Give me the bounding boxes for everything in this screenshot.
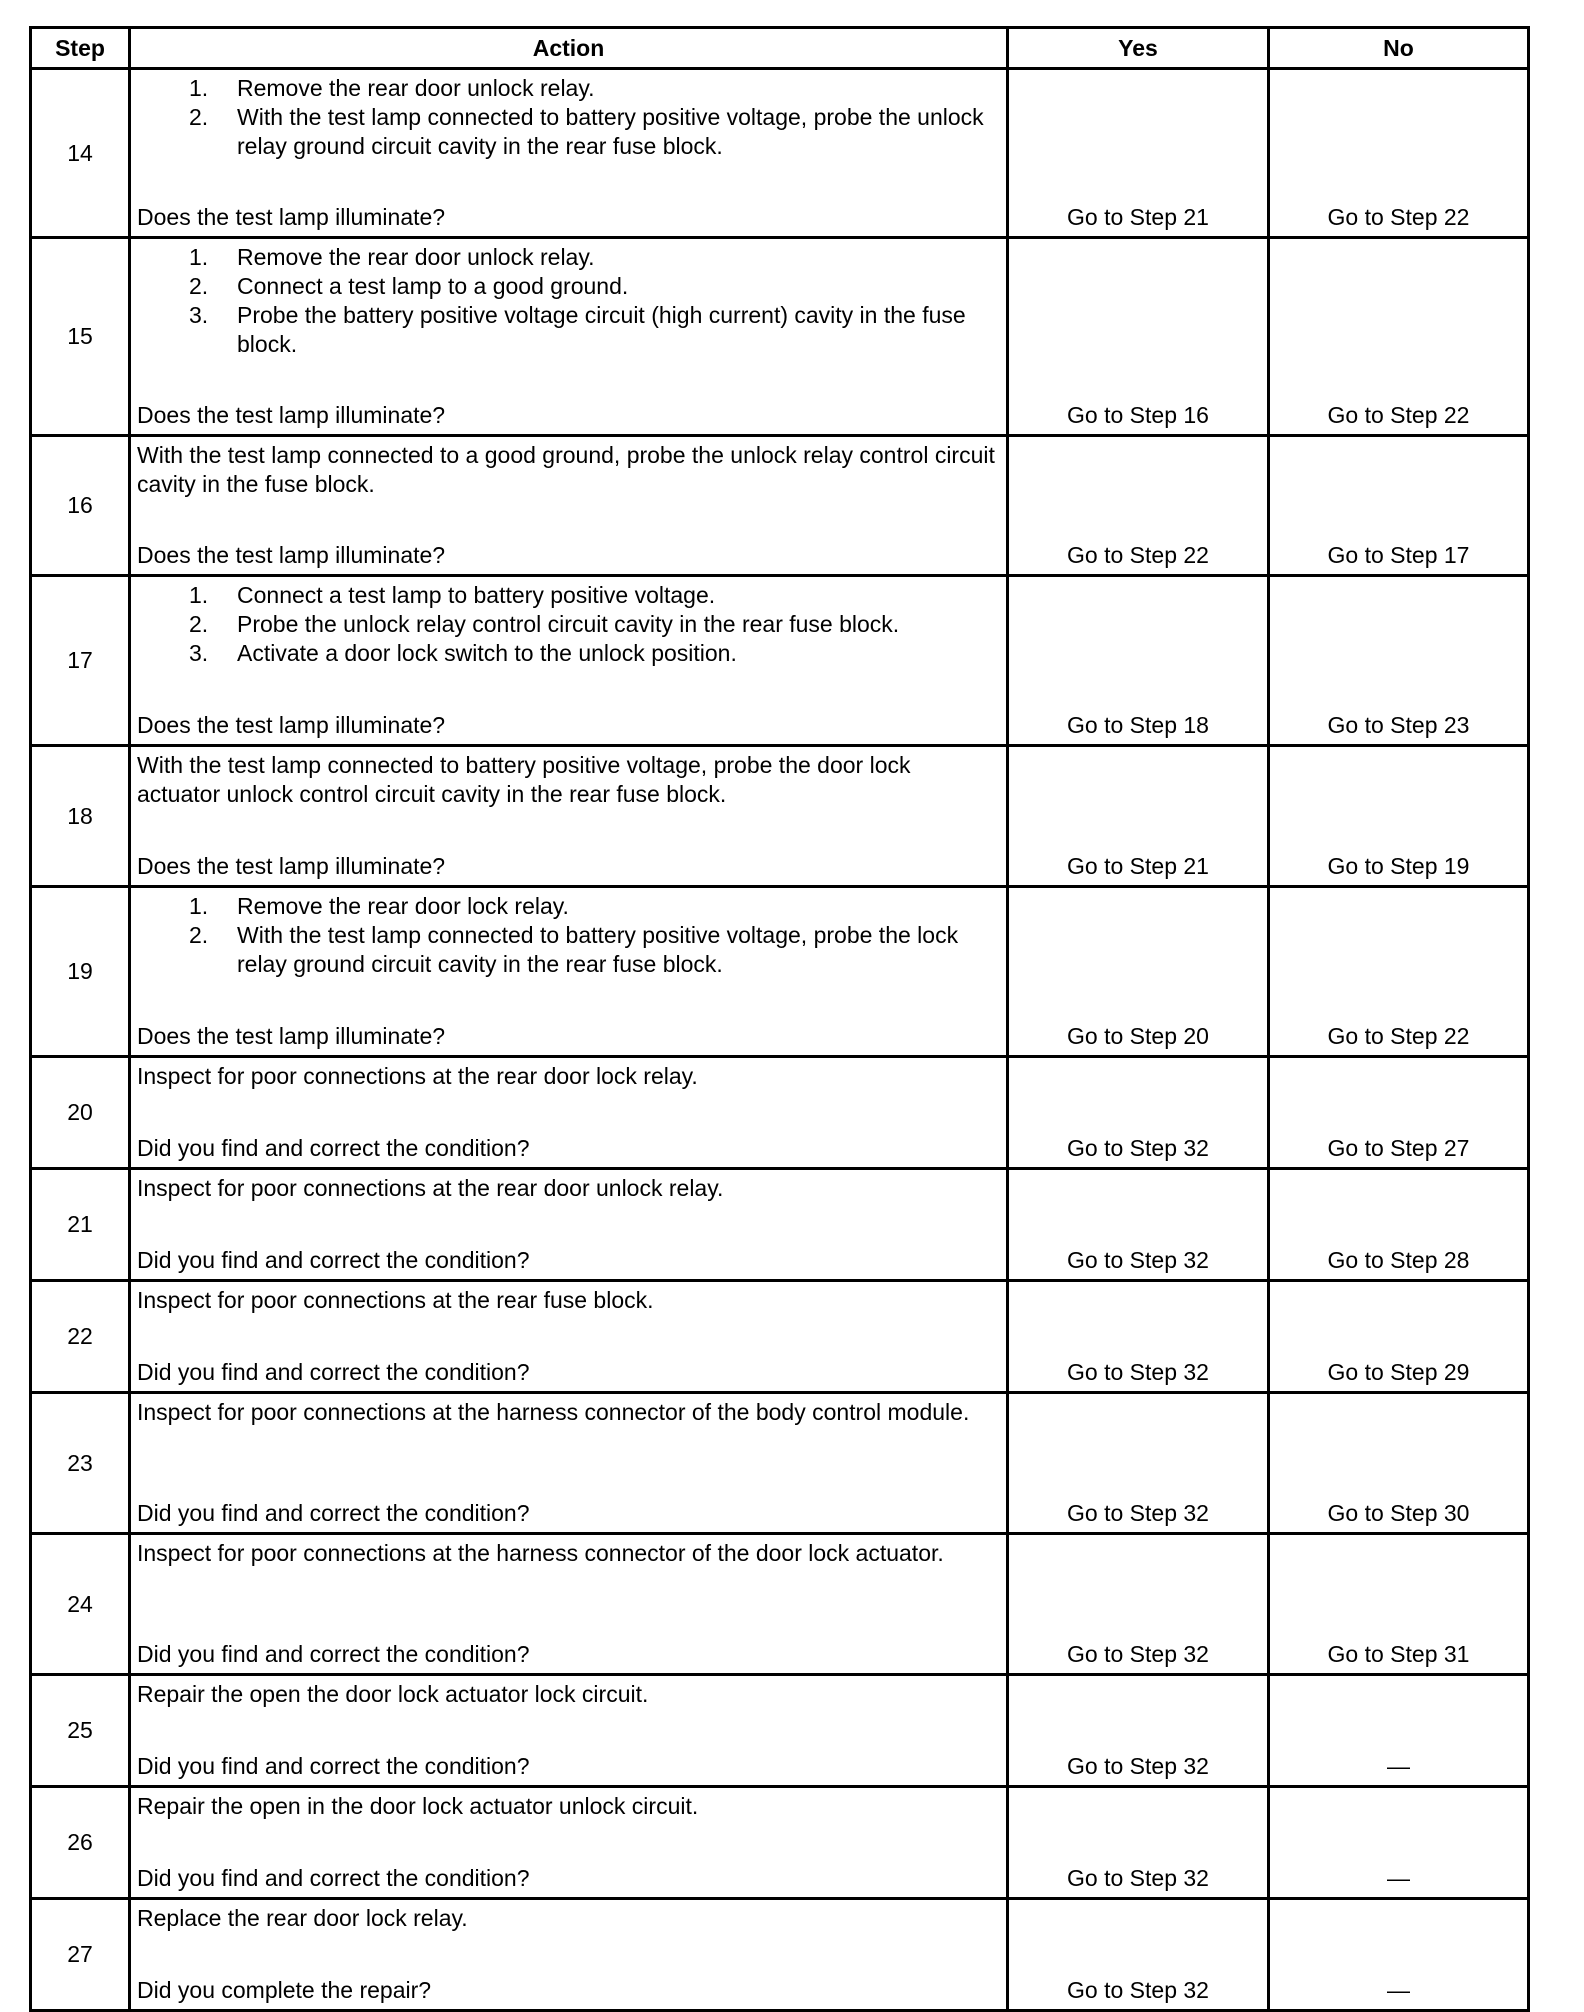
table-row — [31, 1534, 1529, 1675]
table-row — [31, 887, 1529, 1057]
action-content — [131, 1170, 1006, 1279]
yes-result: Go to Step 32 — [1067, 1641, 1209, 1667]
action-steps-list — [137, 74, 998, 161]
action-content — [131, 1535, 1006, 1673]
no-result: — — [1387, 1977, 1410, 2003]
action-instruction: Inspect for poor connections at the rear fuse block. — [137, 1287, 654, 1313]
no-cell — [1269, 69, 1529, 238]
no-cell — [1269, 1534, 1529, 1675]
action-instruction: With the test lamp connected to battery positive voltage, probe the door lock actuator unlock control circuit cavity in the rear fuse block. — [137, 752, 911, 807]
action-content — [131, 70, 1006, 236]
step-number: 15 — [31, 238, 130, 436]
action-step-number: 1. — [189, 244, 209, 270]
yes-cell — [1008, 887, 1269, 1057]
table-row — [31, 69, 1529, 238]
yes-cell — [1008, 1534, 1269, 1675]
action-step-item — [137, 243, 998, 272]
action-step-item — [137, 272, 998, 301]
yes-cell — [1008, 1281, 1269, 1393]
action-step-number: 2. — [189, 922, 209, 948]
action-cell — [130, 1534, 1008, 1675]
action-step-item — [137, 74, 998, 103]
no-result: Go to Step 22 — [1327, 204, 1470, 230]
header-no: No — [1269, 28, 1529, 69]
step-number: 25 — [31, 1675, 130, 1787]
no-cell — [1269, 238, 1529, 436]
action-instruction: Inspect for poor connections at the harness connector of the door lock actuator. — [137, 1540, 944, 1566]
table-row — [31, 746, 1529, 887]
action-step-item — [137, 610, 998, 639]
action-step-text: Probe the battery positive voltage circuit (high current) cavity in the fuse block. — [237, 302, 966, 357]
no-result: — — [1387, 1753, 1410, 1779]
action-content — [131, 239, 1006, 434]
action-question: Did you find and correct the condition? — [137, 1865, 530, 1891]
yes-result: Go to Step 21 — [1067, 853, 1209, 879]
action-content — [131, 1394, 1006, 1532]
no-cell — [1269, 887, 1529, 1057]
action-step-number: 1. — [189, 75, 209, 101]
yes-result: Go to Step 21 — [1067, 204, 1209, 230]
table-body — [31, 69, 1529, 2011]
yes-result: Go to Step 32 — [1067, 1500, 1209, 1526]
action-content — [131, 1282, 1006, 1391]
table-row — [31, 576, 1529, 746]
action-instruction: Repair the open in the door lock actuator unlock circuit. — [137, 1793, 699, 1819]
no-cell — [1269, 576, 1529, 746]
header-action: Action — [130, 28, 1008, 69]
action-cell — [130, 1281, 1008, 1393]
action-instruction: Replace the rear door lock relay. — [137, 1905, 468, 1931]
step-number: 14 — [31, 69, 130, 238]
no-result: Go to Step 19 — [1327, 853, 1470, 879]
table-row — [31, 1057, 1529, 1169]
yes-cell — [1008, 1787, 1269, 1899]
action-question: Does the test lamp illuminate? — [137, 853, 446, 879]
action-instruction: Repair the open the door lock actuator lock circuit. — [137, 1681, 649, 1707]
no-result: Go to Step 17 — [1327, 542, 1470, 568]
header-step: Step — [31, 28, 130, 69]
action-cell — [130, 1393, 1008, 1534]
action-instruction: With the test lamp connected to a good ground, probe the unlock relay control circuit cavity in the fuse block. — [137, 442, 995, 497]
table-row — [31, 436, 1529, 576]
yes-cell — [1008, 1675, 1269, 1787]
action-instruction: Inspect for poor connections at the rear door unlock relay. — [137, 1175, 724, 1201]
action-cell — [130, 1787, 1008, 1899]
yes-result: Go to Step 16 — [1067, 402, 1209, 428]
action-step-item — [137, 581, 998, 610]
table-row — [31, 1393, 1529, 1534]
yes-cell — [1008, 576, 1269, 746]
yes-result: Go to Step 32 — [1067, 1247, 1209, 1273]
action-question: Did you find and correct the condition? — [137, 1753, 530, 1779]
action-steps-list — [137, 581, 998, 668]
header-row — [31, 28, 1529, 69]
yes-cell — [1008, 746, 1269, 887]
yes-cell — [1008, 69, 1269, 238]
yes-result: Go to Step 22 — [1067, 542, 1209, 568]
action-cell — [130, 576, 1008, 746]
no-cell — [1269, 436, 1529, 576]
table-row — [31, 1281, 1529, 1393]
action-step-text: Connect a test lamp to a good ground. — [237, 273, 629, 299]
no-cell — [1269, 746, 1529, 887]
table-row — [31, 1675, 1529, 1787]
step-number: 17 — [31, 576, 130, 746]
no-cell — [1269, 1057, 1529, 1169]
action-step-text: Activate a door lock switch to the unlock position. — [237, 640, 737, 666]
no-cell — [1269, 1899, 1529, 2011]
no-result: Go to Step 29 — [1327, 1359, 1470, 1385]
action-step-item — [137, 921, 998, 979]
action-cell — [130, 436, 1008, 576]
action-instruction: Inspect for poor connections at the harness connector of the body control module. — [137, 1399, 970, 1425]
action-steps-list — [137, 892, 998, 979]
action-step-number: 1. — [189, 582, 209, 608]
no-result: Go to Step 30 — [1327, 1500, 1470, 1526]
diagnostic-table — [29, 26, 1530, 2012]
step-number: 27 — [31, 1899, 130, 2011]
action-step-number: 2. — [189, 104, 209, 130]
action-question: Did you find and correct the condition? — [137, 1359, 530, 1385]
yes-cell — [1008, 1169, 1269, 1281]
yes-result: Go to Step 18 — [1067, 712, 1209, 738]
action-instruction: Inspect for poor connections at the rear door lock relay. — [137, 1063, 698, 1089]
no-cell — [1269, 1675, 1529, 1787]
action-step-text: Probe the unlock relay control circuit cavity in the rear fuse block. — [237, 611, 900, 637]
step-number: 19 — [31, 887, 130, 1057]
action-cell — [130, 1899, 1008, 2011]
action-content — [131, 577, 1006, 744]
step-number: 22 — [31, 1281, 130, 1393]
step-number: 26 — [31, 1787, 130, 1899]
no-result: Go to Step 22 — [1327, 1023, 1470, 1049]
step-number: 20 — [31, 1057, 130, 1169]
action-content — [131, 747, 1006, 885]
table-row — [31, 1169, 1529, 1281]
action-cell — [130, 69, 1008, 238]
action-content — [131, 1058, 1006, 1167]
action-content — [131, 437, 1006, 574]
action-step-number: 3. — [189, 302, 209, 328]
action-step-item — [137, 301, 998, 359]
yes-result: Go to Step 32 — [1067, 1753, 1209, 1779]
yes-result: Go to Step 20 — [1067, 1023, 1209, 1049]
no-result: Go to Step 23 — [1327, 712, 1470, 738]
no-cell — [1269, 1281, 1529, 1393]
no-cell — [1269, 1787, 1529, 1899]
step-number: 24 — [31, 1534, 130, 1675]
yes-result: Go to Step 32 — [1067, 1135, 1209, 1161]
yes-result: Go to Step 32 — [1067, 1865, 1209, 1891]
no-cell — [1269, 1169, 1529, 1281]
no-result: — — [1387, 1865, 1410, 1891]
step-number: 23 — [31, 1393, 130, 1534]
yes-cell — [1008, 1393, 1269, 1534]
action-step-text: With the test lamp connected to battery positive voltage, probe the unlock relay ground circuit cavity in the rear fuse block. — [237, 104, 984, 159]
yes-result: Go to Step 32 — [1067, 1977, 1209, 2003]
action-steps-list — [137, 243, 998, 359]
header-yes: Yes — [1008, 28, 1269, 69]
action-content — [131, 1900, 1006, 2009]
action-step-item — [137, 103, 998, 161]
action-question: Does the test lamp illuminate? — [137, 542, 446, 568]
action-step-number: 2. — [189, 273, 209, 299]
action-step-text: Remove the rear door lock relay. — [237, 893, 569, 919]
no-result: Go to Step 31 — [1327, 1641, 1470, 1667]
yes-cell — [1008, 1899, 1269, 2011]
table-row — [31, 238, 1529, 436]
no-result: Go to Step 27 — [1327, 1135, 1470, 1161]
action-step-number: 2. — [189, 611, 209, 637]
yes-cell — [1008, 238, 1269, 436]
action-cell — [130, 887, 1008, 1057]
step-number: 18 — [31, 746, 130, 887]
step-number: 21 — [31, 1169, 130, 1281]
yes-cell — [1008, 1057, 1269, 1169]
action-step-text: With the test lamp connected to battery positive voltage, probe the lock relay ground circuit cavity in the rear fuse block. — [237, 922, 959, 977]
no-result: Go to Step 22 — [1327, 402, 1470, 428]
yes-cell — [1008, 436, 1269, 576]
action-question: Does the test lamp illuminate? — [137, 402, 446, 428]
table-row — [31, 1899, 1529, 2011]
action-question: Does the test lamp illuminate? — [137, 712, 446, 738]
action-question: Does the test lamp illuminate? — [137, 204, 446, 230]
action-step-item — [137, 892, 998, 921]
action-cell — [130, 1169, 1008, 1281]
yes-result: Go to Step 32 — [1067, 1359, 1209, 1385]
action-step-item — [137, 639, 998, 668]
no-cell — [1269, 1393, 1529, 1534]
action-question: Did you complete the repair? — [137, 1977, 432, 2003]
no-result: Go to Step 28 — [1327, 1247, 1470, 1273]
action-cell — [130, 1057, 1008, 1169]
step-number: 16 — [31, 436, 130, 576]
table-row — [31, 1787, 1529, 1899]
action-cell — [130, 1675, 1008, 1787]
action-step-number: 1. — [189, 893, 209, 919]
action-question: Did you find and correct the condition? — [137, 1135, 530, 1161]
action-content — [131, 1676, 1006, 1785]
action-question: Did you find and correct the condition? — [137, 1641, 530, 1667]
action-step-text: Remove the rear door unlock relay. — [237, 75, 595, 101]
action-question: Did you find and correct the condition? — [137, 1247, 530, 1273]
action-cell — [130, 238, 1008, 436]
action-content — [131, 888, 1006, 1055]
action-step-number: 3. — [189, 640, 209, 666]
action-step-text: Connect a test lamp to battery positive voltage. — [237, 582, 716, 608]
action-step-text: Remove the rear door unlock relay. — [237, 244, 595, 270]
action-cell — [130, 746, 1008, 887]
action-content — [131, 1788, 1006, 1897]
action-question: Did you find and correct the condition? — [137, 1500, 530, 1526]
action-question: Does the test lamp illuminate? — [137, 1023, 446, 1049]
